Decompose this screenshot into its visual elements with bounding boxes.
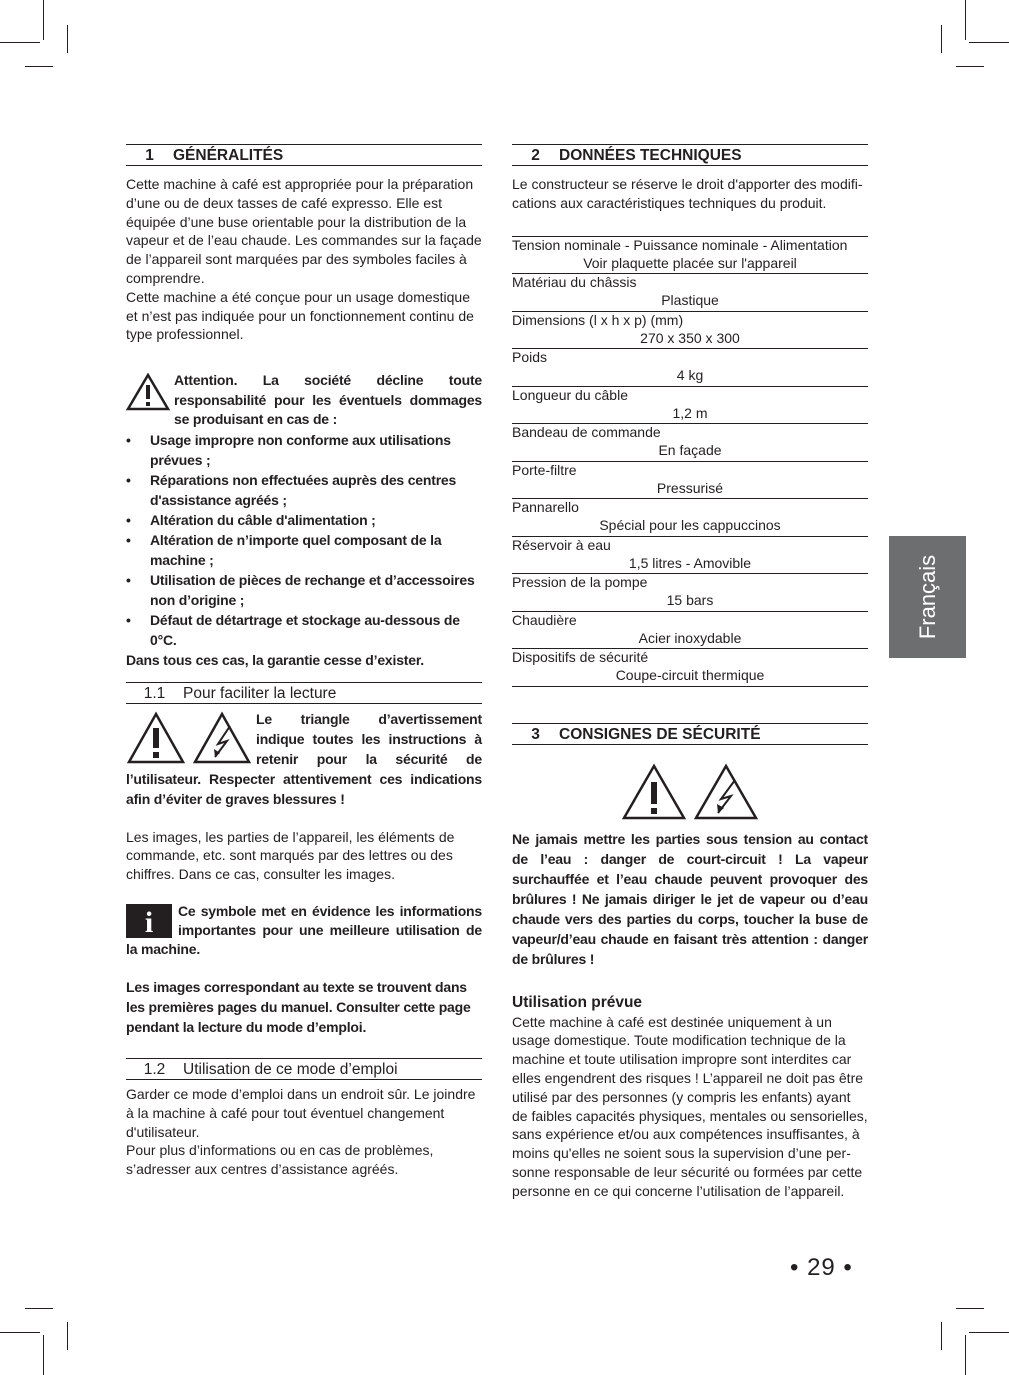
section-title: DONNÉES TECHNIQUES (559, 147, 742, 164)
table-row (512, 573, 868, 611)
intro-paragraph: Cette machine à café est appropriée pour la préparation d’une ou de deux tasses de café expresso. Elle est équipée d’une buse orientable pour la distribution de la vapeur et de l’eau chaude. Les commandes sur la façade de l’appareil sont marquées par des symboles faciles à comprendre. (126, 176, 482, 286)
table-row (512, 611, 868, 649)
info-note (126, 902, 482, 959)
page-number: • 29 • (790, 1254, 853, 1281)
list-item: • Altération de n’importe quel composant de la machine ; (126, 530, 482, 570)
safety-warning: Ne jamais mettre les parties sous tension au contact de l’eau : danger de court-circuit ! La vapeur surchauffée et l’eau chaude peuvent provoquer des brûlures ! Ne jamais diriger le jet de vapeur ou d’eau chaude vers des parties du corps, toucher la buse de vapeur/d’eau chaude en faisant très attention : danger de brûlures ! (512, 830, 868, 967)
crop-mark (965, 0, 966, 40)
warning-triangle-icon (126, 711, 186, 765)
spec-label: Dispositifs de sécurité (512, 649, 649, 666)
info-text: Ce symbole met en évidence les informations importantes pour une meilleure utilisation de la machine. (126, 903, 482, 958)
section-title: Utilisation de ce mode d’emploi (183, 1061, 398, 1079)
spec-value: 1,2 m (672, 404, 708, 421)
crop-mark (965, 1335, 966, 1375)
keep-manual-paragraph: Garder ce mode d’emploi dans un endroit sûr. Le joindre à la machine à café pour tout éventuel changement d'utilisateur. (126, 1086, 476, 1140)
spec-label: Tension nominale - Puissance nominale - Alimentation (512, 236, 848, 253)
spec-label: Bandeau de commande (512, 424, 661, 441)
list-item: • Usage impropre non conforme aux utilisations prévues ; (126, 430, 482, 470)
section-title: CONSIGNES DE SÉCURITÉ (559, 725, 761, 743)
section-number: 2 (531, 147, 540, 164)
spec-label: Longueur du câble (512, 386, 628, 403)
section-number: 1.2 (143, 1061, 166, 1079)
spec-value: Coupe-circuit thermique (615, 667, 765, 684)
crop-mark (25, 66, 53, 67)
spec-label: Pression de la pompe (512, 574, 648, 591)
crop-mark (941, 25, 942, 53)
spec-value: Pressurisé (656, 479, 724, 496)
crop-mark (956, 66, 984, 67)
right-column (512, 144, 868, 1201)
svg-text:i: i (144, 906, 154, 939)
left-column (126, 144, 482, 1179)
crop-mark (67, 25, 68, 53)
section-1-1-heading (126, 682, 482, 704)
spec-value: 270 x 350 x 300 (640, 329, 740, 346)
images-paragraph: Les images, les parties de l’appareil, les éléments de commande, etc. sont marqués par des lettres ou des chiffres. Dans ce cas, consulter les images. (126, 828, 455, 883)
section-number: 1 (145, 147, 154, 164)
list-item: • Réparations non effectuées auprès des centres d'assistance agréés ; (126, 470, 482, 510)
crop-mark (941, 1322, 942, 1350)
liability-warning (126, 371, 482, 430)
crop-mark (43, 1335, 44, 1375)
table-row (512, 648, 868, 686)
section-number: 1.1 (143, 684, 166, 702)
crop-mark (969, 42, 1009, 43)
language-tab (889, 536, 966, 658)
spec-value: En façade (658, 442, 722, 459)
electric-hazard-icon (693, 763, 759, 821)
section-title: Pour faciliter la lecture (183, 684, 337, 702)
spec-value: Acier inoxydable (638, 629, 742, 646)
warning-intro: Attention. La société décline toute responsabilité pour les éventuels dommages se produisant en cas de : (174, 372, 482, 428)
reading-warning (126, 709, 482, 809)
spec-label: Porte-filtre (512, 461, 577, 478)
spec-label: Dimensions (l x h x p) (mm) (512, 311, 684, 328)
table-row (512, 236, 868, 274)
electric-hazard-icon (192, 711, 252, 765)
warranty-note: Dans tous ces cas, la garantie cesse d’exister. (126, 651, 424, 668)
section-3-heading (512, 723, 868, 745)
info-icon (126, 904, 172, 938)
list-item: • Utilisation de pièces de rechange et d’accessoires non d’origine ; (126, 570, 482, 610)
spec-value: Voir plaquette placée sur l'appareil (583, 254, 797, 271)
spec-value: Spécial pour les cappuccinos (599, 517, 781, 534)
table-row (512, 386, 868, 424)
table-row (512, 348, 868, 386)
table-row (512, 536, 868, 574)
warning-triangle-icon (126, 373, 170, 411)
spec-value: 15 bars (666, 592, 714, 609)
crop-mark (25, 1308, 53, 1309)
crop-mark (43, 0, 44, 40)
crop-mark (0, 42, 40, 43)
spec-label: Réservoir à eau (512, 536, 611, 553)
language-tab-label: Français (914, 554, 940, 640)
section-1-heading (126, 144, 482, 166)
section-1-2-heading (126, 1058, 482, 1080)
intended-use-text: Cette machine à café est destinée uniquement à un usage domestique. Toute modification technique de la machine et toute utilisation impropre sont interdites car elles engendrent des risques ! L’appareil ne doit pas être utilisé par des personnes (y compris les enfants) ayant de faibles capacités physiques, mentales ou sensorielles, sans expérience et/ou aux compétences insuffisantes, à moins qu'elles ne soient sous la supervision d’une per-sonne responsable de leur sécurité ou formées par cette personne en ce qui concerne l’utilisation de l’appareil. (512, 1013, 868, 1199)
specs-intro: Le constructeur se réserve le droit d'apporter des modifi-cations aux caractéristiques techniques du produit. (512, 176, 863, 211)
spec-label: Matériau du châssis (512, 274, 637, 291)
spec-label: Chaudière (512, 611, 577, 628)
assistance-paragraph: Pour plus d’informations ou en cas de problèmes, s’adresser aux centres d’assistance agréés. (126, 1142, 434, 1178)
spec-value: Plastique (661, 292, 719, 309)
crop-mark (956, 1308, 984, 1309)
table-row (512, 273, 868, 311)
list-item: • Défaut de détartrage et stockage au-dessous de 0°C. (126, 610, 482, 650)
images-location-note: Les images correspondant au texte se trouvent dans les premières pages du manuel. Consulter cette page pendant la lecture du mode d’emploi. (126, 979, 471, 1036)
spec-label: Poids (512, 349, 548, 366)
spec-value: 4 kg (676, 367, 704, 384)
safety-icons (512, 763, 868, 823)
table-row (512, 498, 868, 536)
section-title: GÉNÉRALITÉS (173, 147, 284, 164)
spec-table (512, 236, 868, 687)
domestic-use-paragraph: Cette machine a été conçue pour un usage domestique et n’est pas indiquée pour un fonctionnement continu de type professionnel. (126, 288, 474, 343)
crop-mark (67, 1322, 68, 1350)
section-number: 3 (531, 725, 540, 743)
warning-bullet-list (126, 430, 482, 650)
list-item: • Altération du câble d'alimentation ; (126, 510, 482, 530)
table-row (512, 423, 868, 461)
table-row (512, 311, 868, 349)
section-2-heading (512, 144, 868, 166)
table-row (512, 461, 868, 499)
warning-triangle-icon (621, 763, 687, 821)
warning-triangle-explanation: Le triangle d’avertissement indique toutes les instructions à retenir pour la sécurité de l’utilisateur. Respecter attentivement ces indications afin d’éviter de graves blessures ! (126, 710, 482, 807)
crop-mark (0, 1332, 40, 1333)
intended-use-heading: Utilisation prévue (512, 993, 643, 1011)
crop-mark (969, 1332, 1009, 1333)
spec-value: 1,5 litres - Amovible (628, 554, 752, 571)
spec-label: Pannarello (512, 499, 579, 516)
